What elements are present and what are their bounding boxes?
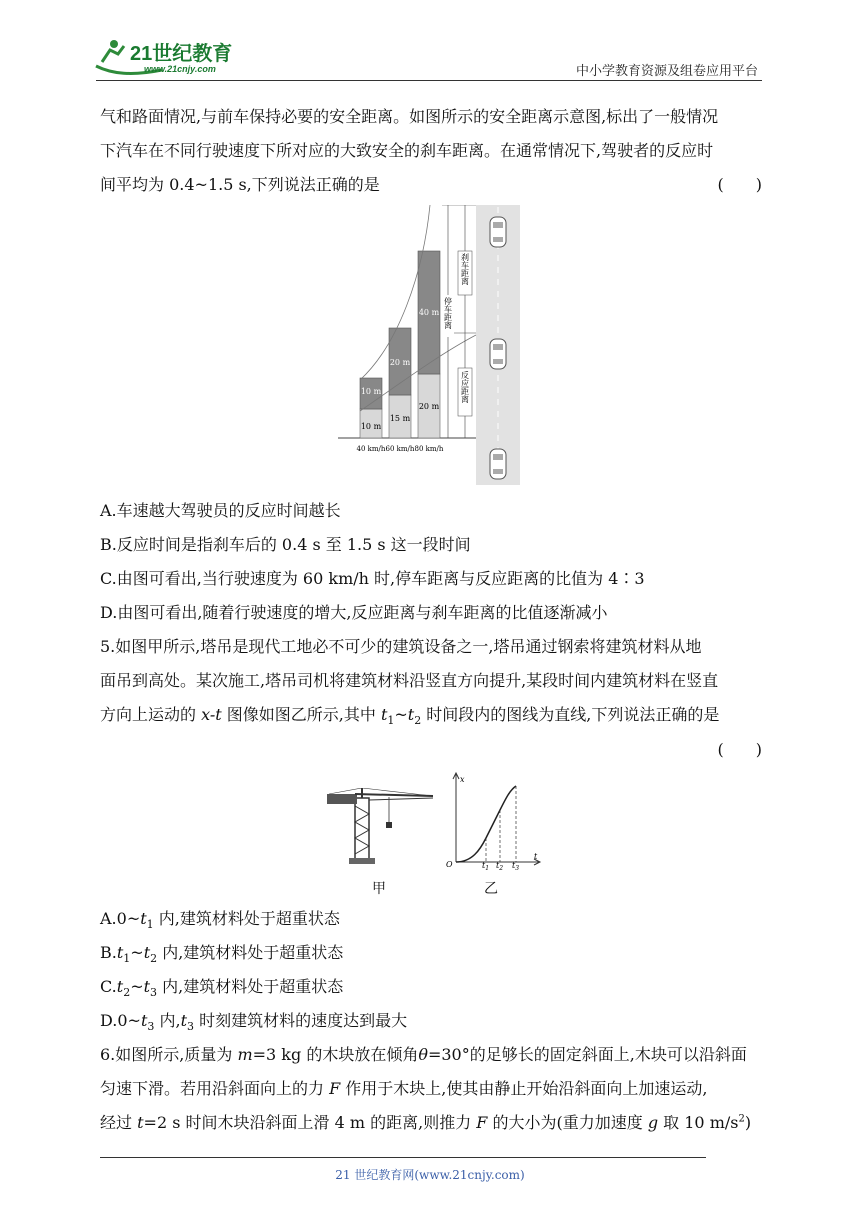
car-icon	[490, 339, 506, 369]
car-icon	[490, 449, 506, 479]
q5-text-line1: 5.如图甲所示,塔吊是现代工地必不可少的建筑设备之一,塔吊通过钢索将建筑材料从地	[100, 637, 702, 656]
xt-graph-figure	[444, 770, 544, 870]
q4-option-c: C.由图可看出,当行驶速度为 60 km/h 时,停车距离与反应距离的比值为 4∶3	[100, 569, 645, 588]
q4-text-line3: 间平均为 0.4~1.5 s,下列说法正确的是	[100, 175, 380, 194]
q4-option-a: A.车速越大驾驶员的反应时间越长	[100, 501, 341, 520]
q4-text-line1: 气和路面情况,与前车保持必要的安全距离。如图所示的安全距离示意图,标出了一般情况	[100, 107, 719, 126]
graph-t1-label: $t_1$	[482, 861, 490, 870]
speed-label-60: 60 km/h	[385, 445, 415, 453]
label-reaction-distance: 反应距离	[460, 371, 470, 403]
graph-x-label: t	[534, 852, 538, 861]
q4-option-d: D.由图可看出,随着行驶速度的增大,反应距离与刹车距离的比值逐渐减小	[100, 603, 608, 622]
q6-text-line1: 6.如图所示,质量为 m=3 kg 的木块放在倾角θ=30°的足够长的固定斜面上,木块可以沿斜面	[100, 1045, 747, 1064]
q6-text-line3: 经过 t=2 s 时间木块沿斜面上滑 4 m 的距离,则推力 F 的大小为(重力加速度 g 取 10 $m/s^2$)	[100, 1113, 752, 1132]
q4-option-b: B.反应时间是指刹车后的 0.4 s 至 1.5 s 这一段时间	[100, 535, 471, 554]
graph-t2-label: $t_2$	[496, 861, 504, 870]
header-divider	[96, 80, 762, 81]
label-stopping-distance: 停车距离	[443, 297, 453, 329]
fig-label-yi: 乙	[484, 881, 498, 897]
label-braking-distance: 刹车距离	[460, 253, 470, 285]
q5-answer-bracket: ( )	[717, 740, 762, 759]
footer-divider	[100, 1157, 706, 1158]
q6-text-line2: 匀速下滑。若用沿斜面向上的力 F 作用于木块上,使其由静止开始沿斜面向上加速运动,	[100, 1079, 708, 1098]
label-braking-80: 40 m	[418, 308, 440, 317]
q5-option-b: $B.t_1\sim t_2$ 内,建筑材料处于超重状态	[100, 943, 344, 966]
label-reaction-40: 10 m	[360, 422, 382, 431]
speed-label-40: 40 km/h	[356, 445, 386, 453]
graph-y-label: x	[460, 775, 465, 784]
speed-label-80: 80 km/h	[414, 445, 444, 453]
q5-option-d: $D.0\sim t_3$ 内$,t_3$ 时刻建筑材料的速度达到最大	[100, 1011, 408, 1034]
label-braking-40: 10 m	[360, 387, 382, 396]
logo-text: 21世纪教育	[130, 43, 233, 65]
graph-origin-label: O	[446, 860, 453, 869]
fig-label-jia: 甲	[372, 881, 386, 897]
logo-url: www.21cnjy.com	[144, 64, 216, 74]
site-logo	[92, 36, 262, 78]
graph-t3-label: $t_3$	[512, 861, 520, 870]
q4-answer-bracket: ( )	[717, 175, 762, 194]
label-braking-60: 20 m	[389, 358, 411, 367]
footer-link[interactable]: 21 世纪教育网(www.21cnjy.com)	[335, 1168, 525, 1182]
q5-text-line3: 方向上运动的 x-t 图像如图乙所示,其中 $t_1\sim t_2$ 时间段内的图线为直线,下列说法正确的是	[100, 705, 720, 728]
q5-text-line2: 面吊到高处。某次施工,塔吊司机将建筑材料沿竖直方向提升,某段时间内建筑材料在竖直	[100, 671, 719, 690]
tower-crane-figure	[325, 788, 437, 866]
q5-option-c: $C.t_2\sim t_3$ 内,建筑材料处于超重状态	[100, 977, 344, 1000]
label-reaction-80: 20 m	[418, 402, 440, 411]
stopping-distance-figure	[338, 205, 520, 485]
car-icon	[490, 217, 506, 247]
header-platform-text: 中小学教育资源及组卷应用平台	[575, 64, 758, 79]
q5-option-a: $A.0\sim t_1$ 内,建筑材料处于超重状态	[100, 909, 340, 932]
q4-text-line2: 下汽车在不同行驶速度下所对应的大致安全的刹车距离。在通常情况下,驾驶者的反应时	[100, 141, 714, 160]
label-reaction-60: 15 m	[389, 414, 411, 423]
